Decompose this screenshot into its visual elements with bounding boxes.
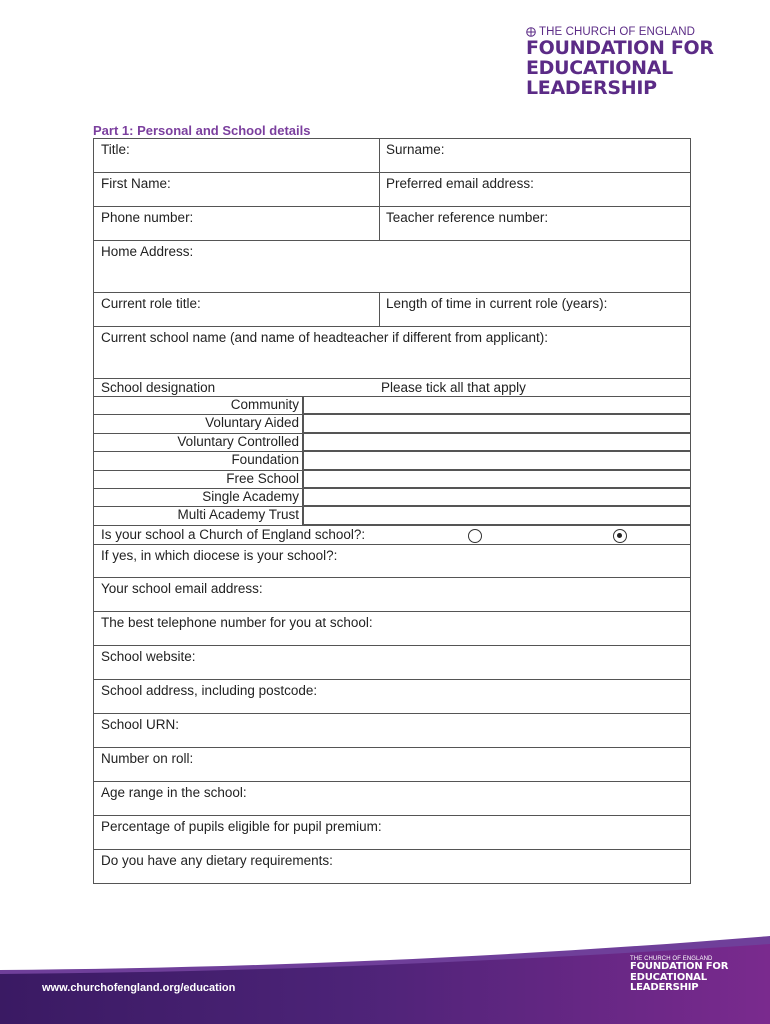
footer-banner <box>0 930 770 1024</box>
designation-option <box>94 506 690 524</box>
coe-question-row <box>94 525 690 544</box>
school-address-field[interactable]: School address, including postcode: <box>101 682 318 698</box>
form-row <box>94 207 690 241</box>
age-range-field[interactable]: Age range in the school: <box>101 784 247 800</box>
form-row <box>94 293 690 327</box>
footer-logo-line-1: FOUNDATION FOR <box>630 961 729 972</box>
form-row <box>94 578 690 612</box>
church-cross-icon <box>526 27 536 37</box>
dietary-field[interactable]: Do you have any dietary requirements: <box>101 852 333 868</box>
school-name-field[interactable]: Current school name (and name of headteacher if different from applicant): <box>101 330 548 345</box>
designation-tick-box[interactable] <box>303 489 691 506</box>
first-name-field[interactable]: First Name: <box>94 173 380 206</box>
coe-question-label: Is your school a Church of England school?: <box>101 526 366 542</box>
designation-option-label: Single Academy <box>94 489 303 506</box>
footer-logo <box>630 956 728 994</box>
logo-line-1: FOUNDATION FOR <box>526 37 714 59</box>
personal-details-form <box>93 138 691 884</box>
form-row <box>94 714 690 748</box>
role-title-field[interactable]: Current role title: <box>94 293 380 326</box>
form-row <box>94 646 690 680</box>
designation-tick-box[interactable] <box>303 434 691 451</box>
form-row <box>94 816 690 850</box>
logo-line-3: LEADERSHIP <box>526 77 657 99</box>
form-row <box>94 782 690 816</box>
teacher-ref-field[interactable]: Teacher reference number: <box>386 210 549 225</box>
school-phone-field[interactable]: The best telephone number for you at school: <box>101 614 373 630</box>
surname-field[interactable]: Surname: <box>386 142 445 157</box>
school-website-field[interactable]: School website: <box>101 648 196 664</box>
form-row <box>94 850 690 884</box>
designation-option-label: Free School <box>94 471 303 488</box>
designation-option-label: Voluntary Aided <box>94 415 303 432</box>
designation-option <box>94 451 690 469</box>
designation-header <box>94 379 690 396</box>
form-row <box>94 748 690 782</box>
footer-logo-line-3: LEADERSHIP <box>630 982 699 993</box>
form-row <box>94 241 690 293</box>
footer-logo-line-2: EDUCATIONAL <box>630 971 707 983</box>
pupil-premium-field[interactable]: Percentage of pupils eligible for pupil premium: <box>101 818 382 834</box>
designation-tick-box[interactable] <box>303 397 691 414</box>
form-row <box>94 327 690 379</box>
designation-note: Please tick all that apply <box>381 380 526 395</box>
coe-radio-first[interactable] <box>468 529 482 543</box>
role-length-field[interactable]: Length of time in current role (years): <box>386 296 608 311</box>
designation-tick-box[interactable] <box>303 471 691 488</box>
email-field[interactable]: Preferred email address: <box>386 176 534 191</box>
number-on-roll-field[interactable]: Number on roll: <box>101 750 194 766</box>
designation-option <box>94 414 690 432</box>
designation-tick-box[interactable] <box>303 415 691 432</box>
phone-field[interactable]: Phone number: <box>94 207 380 240</box>
home-address-field[interactable]: Home Address: <box>101 244 194 259</box>
school-urn-field[interactable]: School URN: <box>101 716 180 732</box>
form-row <box>94 612 690 646</box>
designation-option <box>94 396 690 414</box>
title-field[interactable]: Title: <box>94 139 380 172</box>
designation-option-label: Community <box>94 397 303 414</box>
school-email-field[interactable]: Your school email address: <box>101 580 263 596</box>
designation-tick-box[interactable] <box>303 507 691 524</box>
designation-option <box>94 488 690 506</box>
designation-option <box>94 433 690 451</box>
form-row <box>94 139 690 173</box>
designation-label: School designation <box>101 380 216 395</box>
logo-small-line: THE CHURCH OF ENGLAND <box>526 26 714 38</box>
coe-radio-second[interactable] <box>613 529 627 543</box>
designation-tick-box[interactable] <box>303 452 691 469</box>
logo-line-2: EDUCATIONAL <box>526 57 673 79</box>
designation-option <box>94 470 690 488</box>
header-logo <box>526 26 714 98</box>
designation-option-label: Multi Academy Trust <box>94 507 303 524</box>
form-row <box>94 680 690 714</box>
form-row <box>94 544 690 578</box>
designation-option-label: Foundation <box>94 452 303 469</box>
designation-option-label: Voluntary Controlled <box>94 434 303 451</box>
footer-url[interactable]: www.churchofengland.org/education <box>42 982 236 994</box>
section-title: Part 1: Personal and School details <box>93 123 311 138</box>
diocese-field[interactable]: If yes, in which diocese is your school?: <box>101 547 338 563</box>
footer-logo-small-line: THE CHURCH OF ENGLAND <box>630 956 713 962</box>
form-row <box>94 173 690 207</box>
